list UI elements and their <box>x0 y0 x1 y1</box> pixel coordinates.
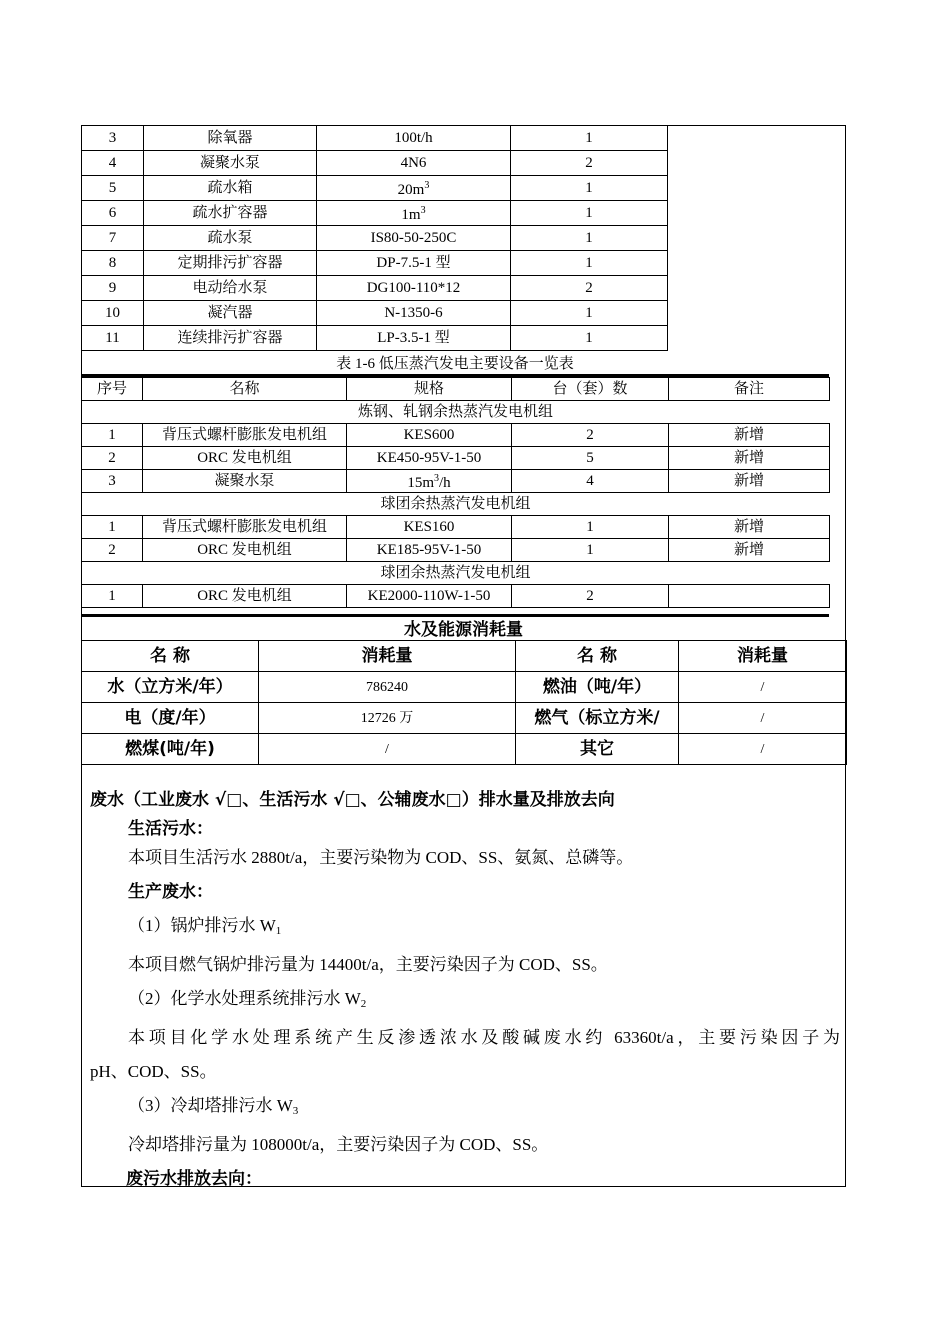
table-row <box>82 447 830 470</box>
table-row <box>82 516 830 539</box>
equipment-note: 新增 <box>669 516 830 539</box>
row-number: 4 <box>82 151 144 176</box>
resource-name: 其它 <box>516 734 679 765</box>
table-row <box>82 703 847 734</box>
row-number: 1 <box>82 424 143 447</box>
row-number: 3 <box>82 470 143 493</box>
equipment-spec: KE185-95V-1-50 <box>347 539 512 562</box>
resource-value: 12726 万 <box>259 703 516 734</box>
header-name: 名 称 <box>82 641 259 672</box>
row-number: 2 <box>82 539 143 562</box>
equipment-spec: IS80-50-250C <box>317 226 511 251</box>
table-row <box>82 734 847 765</box>
equipment-spec: LP-3.5-1 型 <box>317 326 511 351</box>
equipment-qty: 1 <box>511 201 668 226</box>
low-pressure-steam-equipment-table <box>81 377 830 608</box>
item3-text: 冷却塔排污量为 108000t/a，主要污染因子为 COD、SS。 <box>128 1135 549 1154</box>
equipment-note: 新增 <box>669 539 830 562</box>
equipment-spec: KE2000-110W-1-50 <box>347 585 512 608</box>
spec-superscript: 3 <box>434 473 439 484</box>
item2-title <box>90 982 840 1021</box>
table-row <box>82 201 668 226</box>
equipment-name: 疏水扩容器 <box>144 201 317 226</box>
spec-superscript: 3 <box>420 205 426 216</box>
table-row <box>82 251 668 276</box>
header-spec: 规格 <box>347 378 512 401</box>
wastewater-section <box>90 783 840 1196</box>
equipment-note: 新增 <box>669 470 830 493</box>
equipment-qty: 2 <box>511 151 668 176</box>
item2-title-text: （2）化学水处理系统排污水 W <box>128 989 361 1008</box>
row-number: 10 <box>82 301 144 326</box>
item2-text-line2: pH、COD、SS。 <box>90 1062 217 1081</box>
equipment-qty: 1 <box>512 539 669 562</box>
item1-text: 本项目燃气锅炉排污量为 14400t/a，主要污染因子为 COD、SS。 <box>128 955 608 974</box>
spec-unit: /h <box>439 475 451 491</box>
production-wastewater-title: 生产废水： <box>128 882 213 902</box>
equipment-name: ORC 发电机组 <box>143 447 347 470</box>
equipment-name: 凝聚水泵 <box>144 151 317 176</box>
table-row <box>82 276 668 301</box>
equipment-name: 背压式螺杆膨胀发电机组 <box>143 516 347 539</box>
item3-title <box>90 1089 840 1128</box>
table-row <box>82 176 668 201</box>
resource-name: 水（立方米/年） <box>82 672 259 703</box>
row-number: 5 <box>82 176 144 201</box>
resource-name: 燃煤(吨/年) <box>82 734 259 765</box>
energy-section-title: 水及能源消耗量 <box>404 620 523 640</box>
spec-text: 1m <box>401 207 421 223</box>
group-title: 球团余热蒸汽发电机组 <box>82 493 830 516</box>
table-header-row <box>82 641 847 672</box>
equipment-name: 电动给水泵 <box>144 276 317 301</box>
domestic-sewage-text: 本项目生活污水 2880t/a，主要污染物为 COD、SS、氨氮、总磷等。 <box>128 848 634 867</box>
equipment-spec: KES600 <box>347 424 512 447</box>
group-title-row <box>82 562 830 585</box>
table-row <box>82 585 830 608</box>
equipment-name: 凝聚水泵 <box>143 470 347 493</box>
equipment-spec: DP-7.5-1 型 <box>317 251 511 276</box>
group-title-row <box>82 401 830 424</box>
spec-text: 20m <box>397 182 425 198</box>
header-consumption: 消耗量 <box>679 641 847 672</box>
equipment-name: 疏水泵 <box>144 226 317 251</box>
equipment-name: 疏水箱 <box>144 176 317 201</box>
equipment-note: 新增 <box>669 424 830 447</box>
equipment-qty: 1 <box>511 126 668 151</box>
item2-subscript: 2 <box>360 998 367 1010</box>
equipment-qty: 1 <box>511 326 668 351</box>
row-number: 1 <box>82 585 143 608</box>
equipment-qty: 2 <box>511 276 668 301</box>
discharge-destination-title: 废污水排放去向： <box>126 1169 262 1189</box>
equipment-note <box>669 585 830 608</box>
wastewater-heading: 废水（工业废水 √□、生活污水 √□、公辅废水□）排水量及排放去向 <box>90 790 615 810</box>
equipment-qty: 1 <box>511 226 668 251</box>
row-number: 9 <box>82 276 144 301</box>
equipment-spec: 4N6 <box>317 151 511 176</box>
header-name: 名 称 <box>516 641 679 672</box>
equipment-name: 定期排污扩容器 <box>144 251 317 276</box>
spec-superscript: 3 <box>424 180 430 191</box>
row-number: 11 <box>82 326 144 351</box>
equipment-name: ORC 发电机组 <box>143 539 347 562</box>
table-row <box>82 424 830 447</box>
group-title: 球团余热蒸汽发电机组 <box>82 562 830 585</box>
resource-name: 燃油（吨/年） <box>516 672 679 703</box>
equipment-spec <box>317 176 511 201</box>
resource-name: 燃气（标立方米/ <box>516 703 679 734</box>
equipment-qty: 1 <box>511 176 668 201</box>
group-title: 炼钢、轧钢余热蒸汽发电机组 <box>82 401 830 424</box>
equipment-spec: DG100-110*12 <box>317 276 511 301</box>
row-number: 1 <box>82 516 143 539</box>
equipment-spec: KES160 <box>347 516 512 539</box>
table-bottom-rule <box>81 614 829 617</box>
group-title-row <box>82 493 830 516</box>
resource-value: / <box>679 703 847 734</box>
table-row <box>82 326 668 351</box>
equipment-spec: KE450-95V-1-50 <box>347 447 512 470</box>
equipment-name: ORC 发电机组 <box>143 585 347 608</box>
equipment-spec <box>347 470 512 493</box>
equipment-qty: 1 <box>512 516 669 539</box>
item3-subscript: 3 <box>292 1105 299 1117</box>
equipment-spec <box>317 201 511 226</box>
equipment-name: 连续排污扩容器 <box>144 326 317 351</box>
equipment-qty: 2 <box>512 424 669 447</box>
equipment-name: 除氧器 <box>144 126 317 151</box>
equipment-note: 新增 <box>669 447 830 470</box>
resource-name: 电（度/年） <box>82 703 259 734</box>
item1-subscript: 1 <box>275 925 282 937</box>
equipment-qty: 2 <box>512 585 669 608</box>
equipment-spec: N-1350-6 <box>317 301 511 326</box>
resource-value: / <box>259 734 516 765</box>
row-number: 6 <box>82 201 144 226</box>
item1-title-text: （1）锅炉排污水 W <box>128 916 276 935</box>
resource-value: / <box>679 734 847 765</box>
energy-consumption-table <box>81 640 847 765</box>
table-row <box>82 226 668 251</box>
row-number: 2 <box>82 447 143 470</box>
table-header-row <box>82 378 830 401</box>
header-consumption: 消耗量 <box>259 641 516 672</box>
header-note: 备注 <box>669 378 830 401</box>
header-name: 名称 <box>143 378 347 401</box>
equipment-qty: 4 <box>512 470 669 493</box>
table-row <box>82 301 668 326</box>
equipment-qty: 5 <box>512 447 669 470</box>
equipment-table-continued <box>81 125 668 351</box>
resource-value: 786240 <box>259 672 516 703</box>
item3-title-text: （3）冷却塔排污水 W <box>128 1096 293 1115</box>
equipment-qty: 1 <box>511 251 668 276</box>
table-row <box>82 126 668 151</box>
table-row <box>82 672 847 703</box>
resource-value: / <box>679 672 847 703</box>
row-number: 3 <box>82 126 144 151</box>
table-row <box>82 470 830 493</box>
header-qty: 台（套）数 <box>512 378 669 401</box>
item1-title <box>90 909 840 948</box>
top-rule <box>81 125 829 126</box>
equipment-name: 背压式螺杆膨胀发电机组 <box>143 424 347 447</box>
equipment-qty: 1 <box>511 301 668 326</box>
row-number: 7 <box>82 226 144 251</box>
table-row <box>82 151 668 176</box>
header-no: 序号 <box>82 378 143 401</box>
row-number: 8 <box>82 251 144 276</box>
domestic-sewage-title: 生活污水： <box>128 819 213 839</box>
item2-text-line1: 本项目化学水处理系统产生反渗透浓水及酸碱废水约 63360t/a，主要污染因子为 <box>128 1028 840 1047</box>
table-caption: 表 1-6 低压蒸汽发电主要设备一览表 <box>336 356 574 372</box>
spec-text: 15m <box>407 475 434 491</box>
equipment-name: 凝汽器 <box>144 301 317 326</box>
equipment-spec: 100t/h <box>317 126 511 151</box>
table-row <box>82 539 830 562</box>
